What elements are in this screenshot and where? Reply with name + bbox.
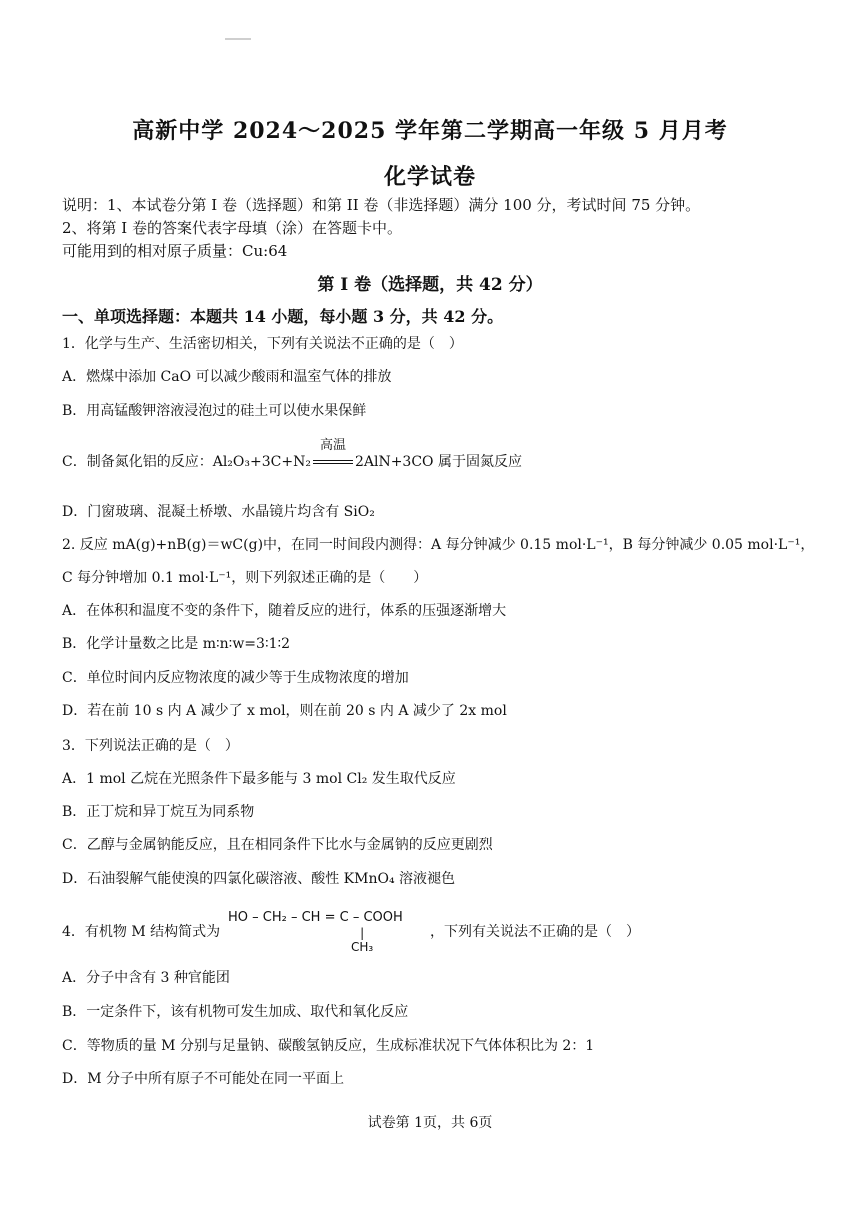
reaction-condition: 高温 [319, 438, 346, 453]
option-c-reactants: Al₂O₃+3C+N₂ [212, 454, 311, 470]
question-3-option-a: A．1 mol 乙烷在光照条件下最多能与 3 mol Cl₂ 发生取代反应 [62, 771, 456, 787]
question-4-option-d: D．M 分子中所有原子不可能处在同一平面上 [62, 1071, 345, 1087]
option-c-products: 2AlN+3CO 属于固氮反应 [354, 454, 522, 470]
question-3-option-b: B．正丁烷和异丁烷互为同系物 [62, 804, 255, 820]
question-1-option-d: D．门窗玻璃、混凝土桥墩、水晶镜片均含有 SiO₂ [62, 504, 375, 520]
question-3-option-d: D．石油裂解气能使溴的四氯化碳溶液、酸性 KMnO₄ 溶液褪色 [62, 871, 456, 887]
question-1-stem: 1．化学与生产、生活密切相关，下列有关说法不正确的是（ ） [62, 336, 463, 352]
question-4-option-b: B．一定条件下，该有机物可发生加成、取代和氧化反应 [62, 1004, 409, 1020]
question-2-stem-line-2: C 每分钟增加 0.1 mol·L⁻¹，则下列叙述正确的是（ ） [62, 570, 428, 586]
question-4-option-a: A．分子中含有 3 种官能团 [62, 970, 230, 986]
exam-subtitle: 化学试卷 [383, 164, 476, 190]
question-2-option-b: B．化学计量数之比是 m∶n∶w=3∶1∶2 [62, 636, 291, 652]
part-title: 一、单项选择题：本题共 14 小题，每小题 3 分，共 42 分。 [62, 307, 504, 326]
question-2-option-c: C．单位时间内反应物浓度的减少等于生成物浓度的增加 [62, 670, 409, 686]
question-2-option-d: D．若在前 10 s 内 A 减少了 x mol，则在前 20 s 内 A 减少了 2x mol [62, 703, 507, 719]
bond-line: | [360, 926, 365, 940]
reaction-arrow [313, 438, 353, 470]
section-title: 第 I 卷（选择题，共 42 分） [317, 275, 543, 295]
question-3-option-c: C．乙醇与金属钠能反应，且在相同条件下比水与金属钠的反应更剧烈 [62, 837, 493, 853]
formula-main-chain: HO – CH₂ – CH = C – COOH [228, 910, 403, 925]
question-4-stem-suffix: ，下列有关说法不正确的是（ ） [430, 924, 640, 940]
formula-methyl-branch [351, 926, 373, 954]
question-2-option-a: A．在体积和温度不变的条件下，随着反应的进行，体系的压强逐渐增大 [62, 603, 507, 619]
option-c-label: C．制备氮化铝的反应： [62, 454, 213, 470]
instruction-3: 可能用到的相对原子质量：Cu:64 [62, 242, 288, 260]
instruction-1: 说明：1、本试卷分第 I 卷（选择题）和第 II 卷（非选择题）满分 100 分，考试时间 75 分钟。 [62, 196, 701, 214]
question-1-option-c [62, 438, 522, 471]
instruction-2: 2、将第 I 卷的答案代表字母填（涂）在答题卡中。 [62, 219, 403, 237]
exam-title: 高新中学 2024～2025 学年第二学期高一年级 5 月月考 [132, 118, 728, 144]
question-4-stem-prefix: 4．有机物 M 结构简式为 [62, 924, 221, 940]
page-footer: 试卷第 1页，共 6页 [367, 1115, 493, 1131]
structural-formula [228, 910, 403, 954]
question-2-stem-line-1: 2. 反应 mA(g)+nB(g)＝wC(g)中，在同一时间段内测得：A 每分钟减少 0.15 mol·L⁻¹，B 每分钟减少 0.05 mol·L⁻¹， [62, 537, 815, 553]
question-3-stem: 3．下列说法正确的是（ ） [62, 738, 239, 754]
question-1-option-a: A．燃煤中添加 CaO 可以减少酸雨和温室气体的排放 [62, 369, 392, 385]
question-1-option-b: B．用高锰酸钾溶液浸泡过的硅土可以使水果保鲜 [62, 403, 367, 419]
methyl-group: CH₃ [351, 940, 374, 954]
question-4-option-c: C．等物质的量 M 分别与足量钠、碳酸氢钠反应，生成标准状况下气体体积比为 2：1 [62, 1038, 595, 1054]
scan-mark [225, 38, 251, 40]
